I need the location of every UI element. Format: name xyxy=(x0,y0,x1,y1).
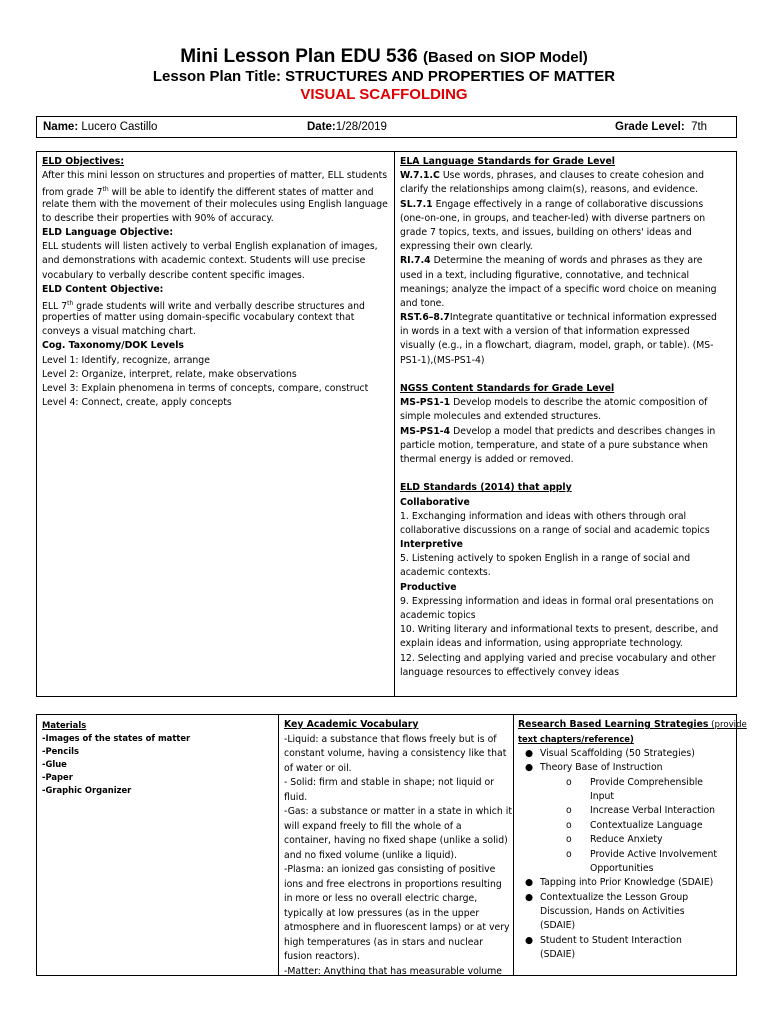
circle-bullet-icon: o xyxy=(566,805,572,817)
table-divider xyxy=(278,715,279,975)
strategy-item: (SDAIE) xyxy=(540,920,576,932)
dok-level: Level 2: Organize, interpret, relate, make observations xyxy=(42,368,297,380)
bullet-icon: ● xyxy=(524,877,534,889)
standard-line: language resources to effectively convey ideas xyxy=(400,666,620,678)
content-objective-text: properties of matter using domain-specific vocabulary context that xyxy=(42,312,355,324)
standard-line: clarify the relationships among claim(s), reasons, and evidence. xyxy=(400,184,699,196)
language-objective-heading: ELD Language Objective: xyxy=(42,226,174,238)
bullet-icon: ● xyxy=(524,762,534,774)
standard-line: RST.6–8.7Integrate quantitative or technical information expressed xyxy=(400,312,717,324)
vocabulary-line: -Plasma: an ionized gas consisting of positive xyxy=(284,864,496,875)
strategy-item: ● Contextualize the Lesson Group xyxy=(518,891,736,905)
vocabulary-line: atmosphere and in fluorescent lamps) or at very xyxy=(284,922,510,933)
eld-objectives-text: from grade 7th will be able to identify the different states of matter and xyxy=(42,186,374,199)
standard-line: visually (e.g., in a flowchart, diagram, model, graph, or table). (MS- xyxy=(400,340,714,352)
title-paren: (Based on SIOP Model) xyxy=(423,49,588,66)
standard-line: explain ideas and information, using appropriate technology. xyxy=(400,638,683,650)
vocabulary-line: fusion reactors). xyxy=(284,951,360,962)
dok-level: Level 1: Identify, recognize, arrange xyxy=(42,354,210,366)
collaborative-heading: Collaborative xyxy=(400,496,470,508)
strategies-heading: Research Based Learning Strategies xyxy=(518,719,709,730)
standard-line: used in a text, including figurative, connotative, and technical xyxy=(400,269,690,281)
strategy-item: (SDAIE) xyxy=(540,949,576,961)
strategy-subitem: Opportunities xyxy=(590,862,654,874)
materials-heading: Materials xyxy=(42,720,87,730)
circle-bullet-icon: o xyxy=(566,819,572,831)
standard-line: 10. Writing literary and informational texts to present, describe, and xyxy=(400,624,719,636)
standard-line: 9. Expressing information and ideas in formal oral presentations on xyxy=(400,595,714,607)
circle-bullet-icon: o xyxy=(566,848,572,860)
productive-heading: Productive xyxy=(400,581,457,593)
title-main: Mini Lesson Plan EDU 536 xyxy=(180,46,418,67)
standard-line: MS-PS1-1 Develop models to describe the atomic composition of xyxy=(400,397,708,409)
material-item: -Glue xyxy=(42,759,67,769)
standard-line: SL.7.1 Engage effectively in a range of collaborative discussions xyxy=(400,198,704,210)
content-objective-text: conveys a visual matching chart. xyxy=(42,326,196,338)
circle-bullet-icon: o xyxy=(566,834,572,846)
interpretive-heading: Interpretive xyxy=(400,539,463,551)
standard-line: 12. Selecting and applying varied and precise vocabulary and other xyxy=(400,652,716,664)
strategy-item: ● Student to Student Interaction xyxy=(518,934,736,948)
info-bar xyxy=(36,116,737,138)
vocabulary-line: and no fixed volume (unlike a liquid). xyxy=(284,849,458,861)
standard-line: (one-on-one, in groups, and teacher-led) with diverse partners on xyxy=(400,212,706,224)
strategy-subitem: o Provide Active Involvement xyxy=(518,848,736,862)
date-field: Date:1/28/2019 xyxy=(307,121,387,133)
material-item: -Pencils xyxy=(42,746,79,756)
content-objective-text: ELL 7th grade students will write and verbally describe structures and xyxy=(42,299,365,312)
language-objective-text: ELL students will listen actively to verbal English explanation of images, xyxy=(42,241,378,253)
vocabulary-line: container, having no fixed shape (unlike a solid) xyxy=(284,835,508,846)
vocabulary-line: in more or less no overall electric charge, xyxy=(284,893,478,904)
standards-column xyxy=(400,155,718,680)
standard-line: collaborative discussions on a range of social and academic topics xyxy=(400,524,710,536)
strategy-subitem: o Increase Verbal Interaction xyxy=(518,804,736,818)
strategy-subitem: Input xyxy=(590,790,615,802)
table-divider xyxy=(394,152,395,696)
vocabulary-line: of water or oil. xyxy=(284,762,352,774)
table-divider xyxy=(513,715,514,975)
vocabulary-line: fluid. xyxy=(284,791,308,803)
standard-line: in words in a text with a version of that information expressed xyxy=(400,326,690,338)
strategies-heading-note: text chapters/reference) xyxy=(518,734,634,745)
language-objective-text: and demonstrations with academic context. Students will use precise xyxy=(42,255,366,267)
strategy-subitem: o Contextualize Language xyxy=(518,819,736,833)
ela-standards-heading: ELA Language Standards for Grade Level xyxy=(400,156,615,167)
vocabulary-line: ions and free electrons in proportions resulting xyxy=(284,878,502,890)
standard-line: grade 7 topics, texts, and issues, building on others' ideas and xyxy=(400,226,692,238)
accent-title: VISUAL SCAFFOLDING xyxy=(300,86,468,103)
eld-objectives-text: After this mini lesson on structures and properties of matter, ELL students xyxy=(42,170,388,182)
objectives-standards-table xyxy=(36,151,737,697)
name-field: Name: Lucero Castillo xyxy=(43,121,158,133)
vocabulary-line: high temperatures (as in stars and nuclear xyxy=(284,936,483,948)
standard-line: simple molecules and extended structures. xyxy=(400,411,602,423)
strategy-subitem: o Provide Comprehensible xyxy=(518,776,736,790)
dok-level: Level 4: Connect, create, apply concepts xyxy=(42,397,232,409)
vocabulary-line: -Gas: a substance or matter in a state in which it xyxy=(284,806,512,817)
standard-line: MS-PS1-4 Develop a model that predicts and describes changes in xyxy=(400,425,716,437)
vocabulary-line: typically at low pressures (as in the upper xyxy=(284,907,480,919)
standard-line: 1. Exchanging information and ideas with others through oral xyxy=(400,510,687,522)
vocabulary-heading: Key Academic Vocabulary xyxy=(284,719,419,730)
bullet-icon: ● xyxy=(524,747,534,759)
vocabulary-line: -Matter: Anything that has measurable volume xyxy=(284,965,503,977)
vocabulary-line: -Liquid: a substance that flows freely but is of xyxy=(284,733,497,745)
bullet-icon: ● xyxy=(524,934,534,946)
eld-objectives-text: relate them with the movement of their molecules using English language xyxy=(42,198,388,210)
vocabulary-line: - Solid: firm and stable in shape; not liquid or xyxy=(284,777,495,788)
standard-line: RI.7.4 Determine the meaning of words and phrases as they are xyxy=(400,255,703,267)
eld-objectives-text: to describe their properties with 90% of accuracy. xyxy=(42,212,274,224)
content-objective-heading: ELD Content Objective: xyxy=(42,283,164,295)
standard-line: 5. Listening actively to spoken English in a range of social and xyxy=(400,553,691,565)
strategies-column xyxy=(518,718,747,963)
circle-bullet-icon: o xyxy=(566,776,572,788)
lesson-plan-title: Lesson Plan Title: STRUCTURES AND PROPERTIES OF MATTER xyxy=(152,68,616,85)
vocabulary-column xyxy=(284,718,512,979)
strategy-item: ● Tapping into Prior Knowledge (SDAIE) xyxy=(518,876,736,890)
strategy-item: ● Visual Scaffolding (50 Strategies) xyxy=(518,747,736,761)
dok-level: Level 3: Explain phenomena in terms of concepts, compare, construct xyxy=(42,383,369,394)
standard-line: academic topics xyxy=(400,610,476,621)
materials-vocabulary-strategies-table xyxy=(36,714,747,977)
standard-line: expressing their own clearly. xyxy=(400,241,533,253)
material-item: -Images of the states of matter xyxy=(42,733,191,743)
standard-line: W.7.1.C Use words, phrases, and clauses to create cohesion and xyxy=(400,170,705,182)
material-item: -Paper xyxy=(42,772,73,782)
strategies-heading-note: (provide xyxy=(708,720,747,730)
language-objective-text: vocabulary to verbally describe content specific images. xyxy=(42,269,305,281)
dok-heading: Cog. Taxonomy/DOK Levels xyxy=(42,340,184,352)
standard-line: and tone. xyxy=(400,297,445,309)
strategy-item: Discussion, Hands on Activities xyxy=(540,906,685,918)
strategy-subitem: o Reduce Anxiety xyxy=(518,833,736,847)
material-item: -Graphic Organizer xyxy=(42,785,132,795)
standard-line: particle motion, temperature, and state of a pure substance when xyxy=(400,439,709,451)
strategy-item: ● Theory Base of Instruction xyxy=(518,761,736,775)
standard-line: thermal energy is added or removed. xyxy=(400,453,574,465)
standard-line: academic contexts. xyxy=(400,567,491,579)
document-title xyxy=(0,46,768,68)
vocabulary-line: will expand freely to fill the whole of a xyxy=(284,820,462,832)
standard-line: PS1-1),(MS-PS1-4) xyxy=(400,354,485,366)
grade-field: Grade Level: 7th xyxy=(615,121,708,133)
bullet-icon: ● xyxy=(524,891,534,903)
eld-objectives-heading: ELD Objectives: xyxy=(42,156,125,167)
eld-standards-heading: ELD Standards (2014) that apply xyxy=(400,482,572,494)
vocabulary-line: constant volume, having a consistency like that xyxy=(284,748,507,759)
ngss-standards-heading: NGSS Content Standards for Grade Level xyxy=(400,383,615,394)
objectives-column xyxy=(42,155,388,410)
standard-line: meanings; analyze the impact of a specific word choice on meaning xyxy=(400,283,717,295)
materials-column xyxy=(42,719,190,797)
